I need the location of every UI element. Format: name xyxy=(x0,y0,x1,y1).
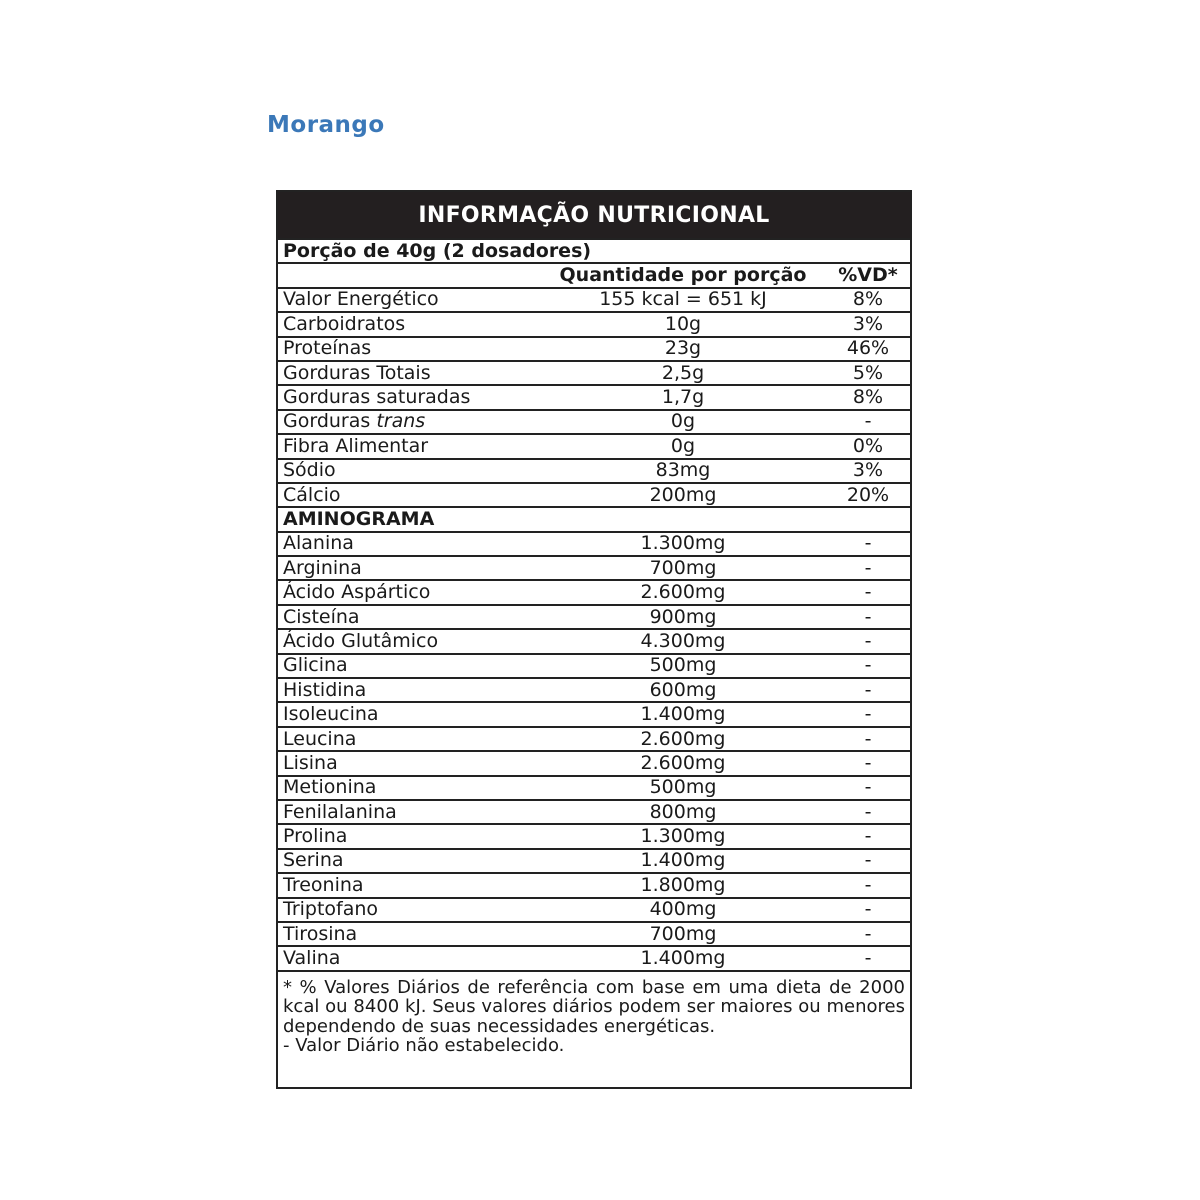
row-name: Fibra Alimentar xyxy=(283,434,429,457)
row-vd: - xyxy=(864,678,872,701)
amino-row xyxy=(278,823,910,847)
row-quantity: 10g xyxy=(664,312,702,335)
row-quantity: 2.600mg xyxy=(640,751,726,774)
row-vd: 8% xyxy=(852,288,884,311)
column-header-vd: %VD* xyxy=(838,264,898,287)
row-vd: - xyxy=(864,556,872,579)
row-vd: - xyxy=(864,873,872,896)
row-vd: 3% xyxy=(852,312,884,335)
amino-row xyxy=(278,653,910,677)
row-name: Sódio xyxy=(283,459,336,482)
row-vd: - xyxy=(864,703,872,726)
table-title: INFORMAÇÃO NUTRICIONAL xyxy=(278,192,910,238)
row-name: Valor Energético xyxy=(283,288,439,311)
row-name: Fenilalanina xyxy=(283,800,397,823)
row-name: Ácido Glutâmico xyxy=(283,629,439,652)
row-name: Valina xyxy=(283,947,341,970)
row-quantity: 200mg xyxy=(649,483,717,506)
row-quantity: 4.300mg xyxy=(640,629,726,652)
row-name: Proteínas xyxy=(283,337,372,360)
row-name: Treonina xyxy=(283,873,364,896)
row-name: Isoleucina xyxy=(283,703,379,726)
flavor-title: Morango xyxy=(267,112,385,138)
row-name: Gorduras Totais xyxy=(283,361,431,384)
row-name: Gorduras saturadas xyxy=(283,386,471,409)
row-name: Alanina xyxy=(283,532,354,555)
amino-row xyxy=(278,726,910,750)
row-vd: - xyxy=(864,629,872,652)
row-quantity: 1.800mg xyxy=(640,873,726,896)
amino-row xyxy=(278,531,910,555)
amino-row xyxy=(278,604,910,628)
aminogram-title: AMINOGRAMA xyxy=(283,507,435,530)
nutrient-row xyxy=(278,336,910,360)
row-quantity: 700mg xyxy=(649,922,717,945)
row-vd: 46% xyxy=(846,337,890,360)
row-name-italic: trans xyxy=(376,410,426,433)
row-vd: - xyxy=(864,605,872,628)
amino-row xyxy=(278,945,910,969)
row-name: Gorduras trans xyxy=(283,410,426,433)
row-vd: - xyxy=(864,727,872,750)
row-vd: - xyxy=(864,751,872,774)
row-name: Leucina xyxy=(283,727,357,750)
amino-row xyxy=(278,799,910,823)
row-vd: - xyxy=(864,581,872,604)
nutrient-row xyxy=(278,409,910,433)
amino-row xyxy=(278,701,910,725)
row-name: Lisina xyxy=(283,751,338,774)
row-vd: 5% xyxy=(852,361,884,384)
row-quantity: 700mg xyxy=(649,556,717,579)
row-vd: 0% xyxy=(852,434,884,457)
row-quantity: 1.300mg xyxy=(640,532,726,555)
amino-row xyxy=(278,921,910,945)
row-name: Serina xyxy=(283,849,344,872)
row-vd: - xyxy=(864,898,872,921)
aminogram-header-row xyxy=(278,506,910,530)
portion-label: Porção de 40g (2 dosadores) xyxy=(283,239,592,262)
row-quantity: 1,7g xyxy=(661,386,705,409)
row-vd: 3% xyxy=(852,459,884,482)
row-vd: - xyxy=(864,922,872,945)
amino-row xyxy=(278,897,910,921)
nutrient-rows xyxy=(278,287,910,507)
nutrition-table xyxy=(276,190,912,1089)
amino-row xyxy=(278,750,910,774)
amino-row xyxy=(278,628,910,652)
row-vd: - xyxy=(864,654,872,677)
row-vd: - xyxy=(864,825,872,848)
nutrient-row xyxy=(278,482,910,506)
amino-row xyxy=(278,775,910,799)
row-quantity: 800mg xyxy=(649,800,717,823)
row-quantity: 600mg xyxy=(649,678,717,701)
nutrient-row xyxy=(278,458,910,482)
footnote-reference: * % Valores Diários de referência com base em uma dieta de 2000 kcal ou 8400 kJ. Seus valores diários podem ser maiores ou menores dependendo de suas necessidades energéticas. xyxy=(283,976,905,1037)
amino-row xyxy=(278,579,910,603)
row-vd: - xyxy=(864,947,872,970)
row-quantity: 500mg xyxy=(649,776,717,799)
row-name: Carboidratos xyxy=(283,312,406,335)
row-name: Tirosina xyxy=(283,922,358,945)
row-quantity: 1.400mg xyxy=(640,849,726,872)
nutrient-row xyxy=(278,433,910,457)
amino-row xyxy=(278,848,910,872)
row-quantity: 1.300mg xyxy=(640,825,726,848)
row-quantity: 1.400mg xyxy=(640,947,726,970)
row-vd: 20% xyxy=(846,483,890,506)
row-name: Ácido Aspártico xyxy=(283,581,431,604)
row-name: Prolina xyxy=(283,825,348,848)
column-header-row xyxy=(278,262,910,286)
amino-row xyxy=(278,555,910,579)
row-quantity: 400mg xyxy=(649,898,717,921)
row-vd: - xyxy=(864,532,872,555)
amino-row xyxy=(278,872,910,896)
row-quantity: 23g xyxy=(664,337,702,360)
row-vd: 8% xyxy=(852,386,884,409)
footnote xyxy=(278,970,910,1087)
row-vd: - xyxy=(864,410,872,433)
row-name: Glicina xyxy=(283,654,348,677)
row-name: Cálcio xyxy=(283,483,341,506)
row-name: Cisteína xyxy=(283,605,360,628)
row-quantity: 0g xyxy=(670,410,696,433)
footnote-not-established: - Valor Diário não estabelecido. xyxy=(283,1035,565,1057)
row-vd: - xyxy=(864,776,872,799)
nutrient-row xyxy=(278,287,910,311)
row-quantity: 1.400mg xyxy=(640,703,726,726)
row-quantity: 900mg xyxy=(649,605,717,628)
row-name: Arginina xyxy=(283,556,362,579)
row-vd: - xyxy=(864,800,872,823)
row-name: Metionina xyxy=(283,776,377,799)
row-vd: - xyxy=(864,849,872,872)
nutrient-row xyxy=(278,360,910,384)
row-quantity: 83mg xyxy=(655,459,711,482)
row-quantity: 2.600mg xyxy=(640,727,726,750)
row-quantity: 2,5g xyxy=(661,361,705,384)
column-header-quantity: Quantidade por porção xyxy=(559,264,807,287)
row-quantity: 0g xyxy=(670,434,696,457)
amino-row xyxy=(278,677,910,701)
row-quantity: 2.600mg xyxy=(640,581,726,604)
amino-rows xyxy=(278,531,910,970)
portion-row xyxy=(278,238,910,262)
row-quantity: 500mg xyxy=(649,654,717,677)
row-name: Histidina xyxy=(283,678,367,701)
row-quantity: 155 kcal = 651 kJ xyxy=(599,288,767,311)
row-name: Triptofano xyxy=(283,898,379,921)
nutrient-row xyxy=(278,384,910,408)
nutrient-row xyxy=(278,311,910,335)
